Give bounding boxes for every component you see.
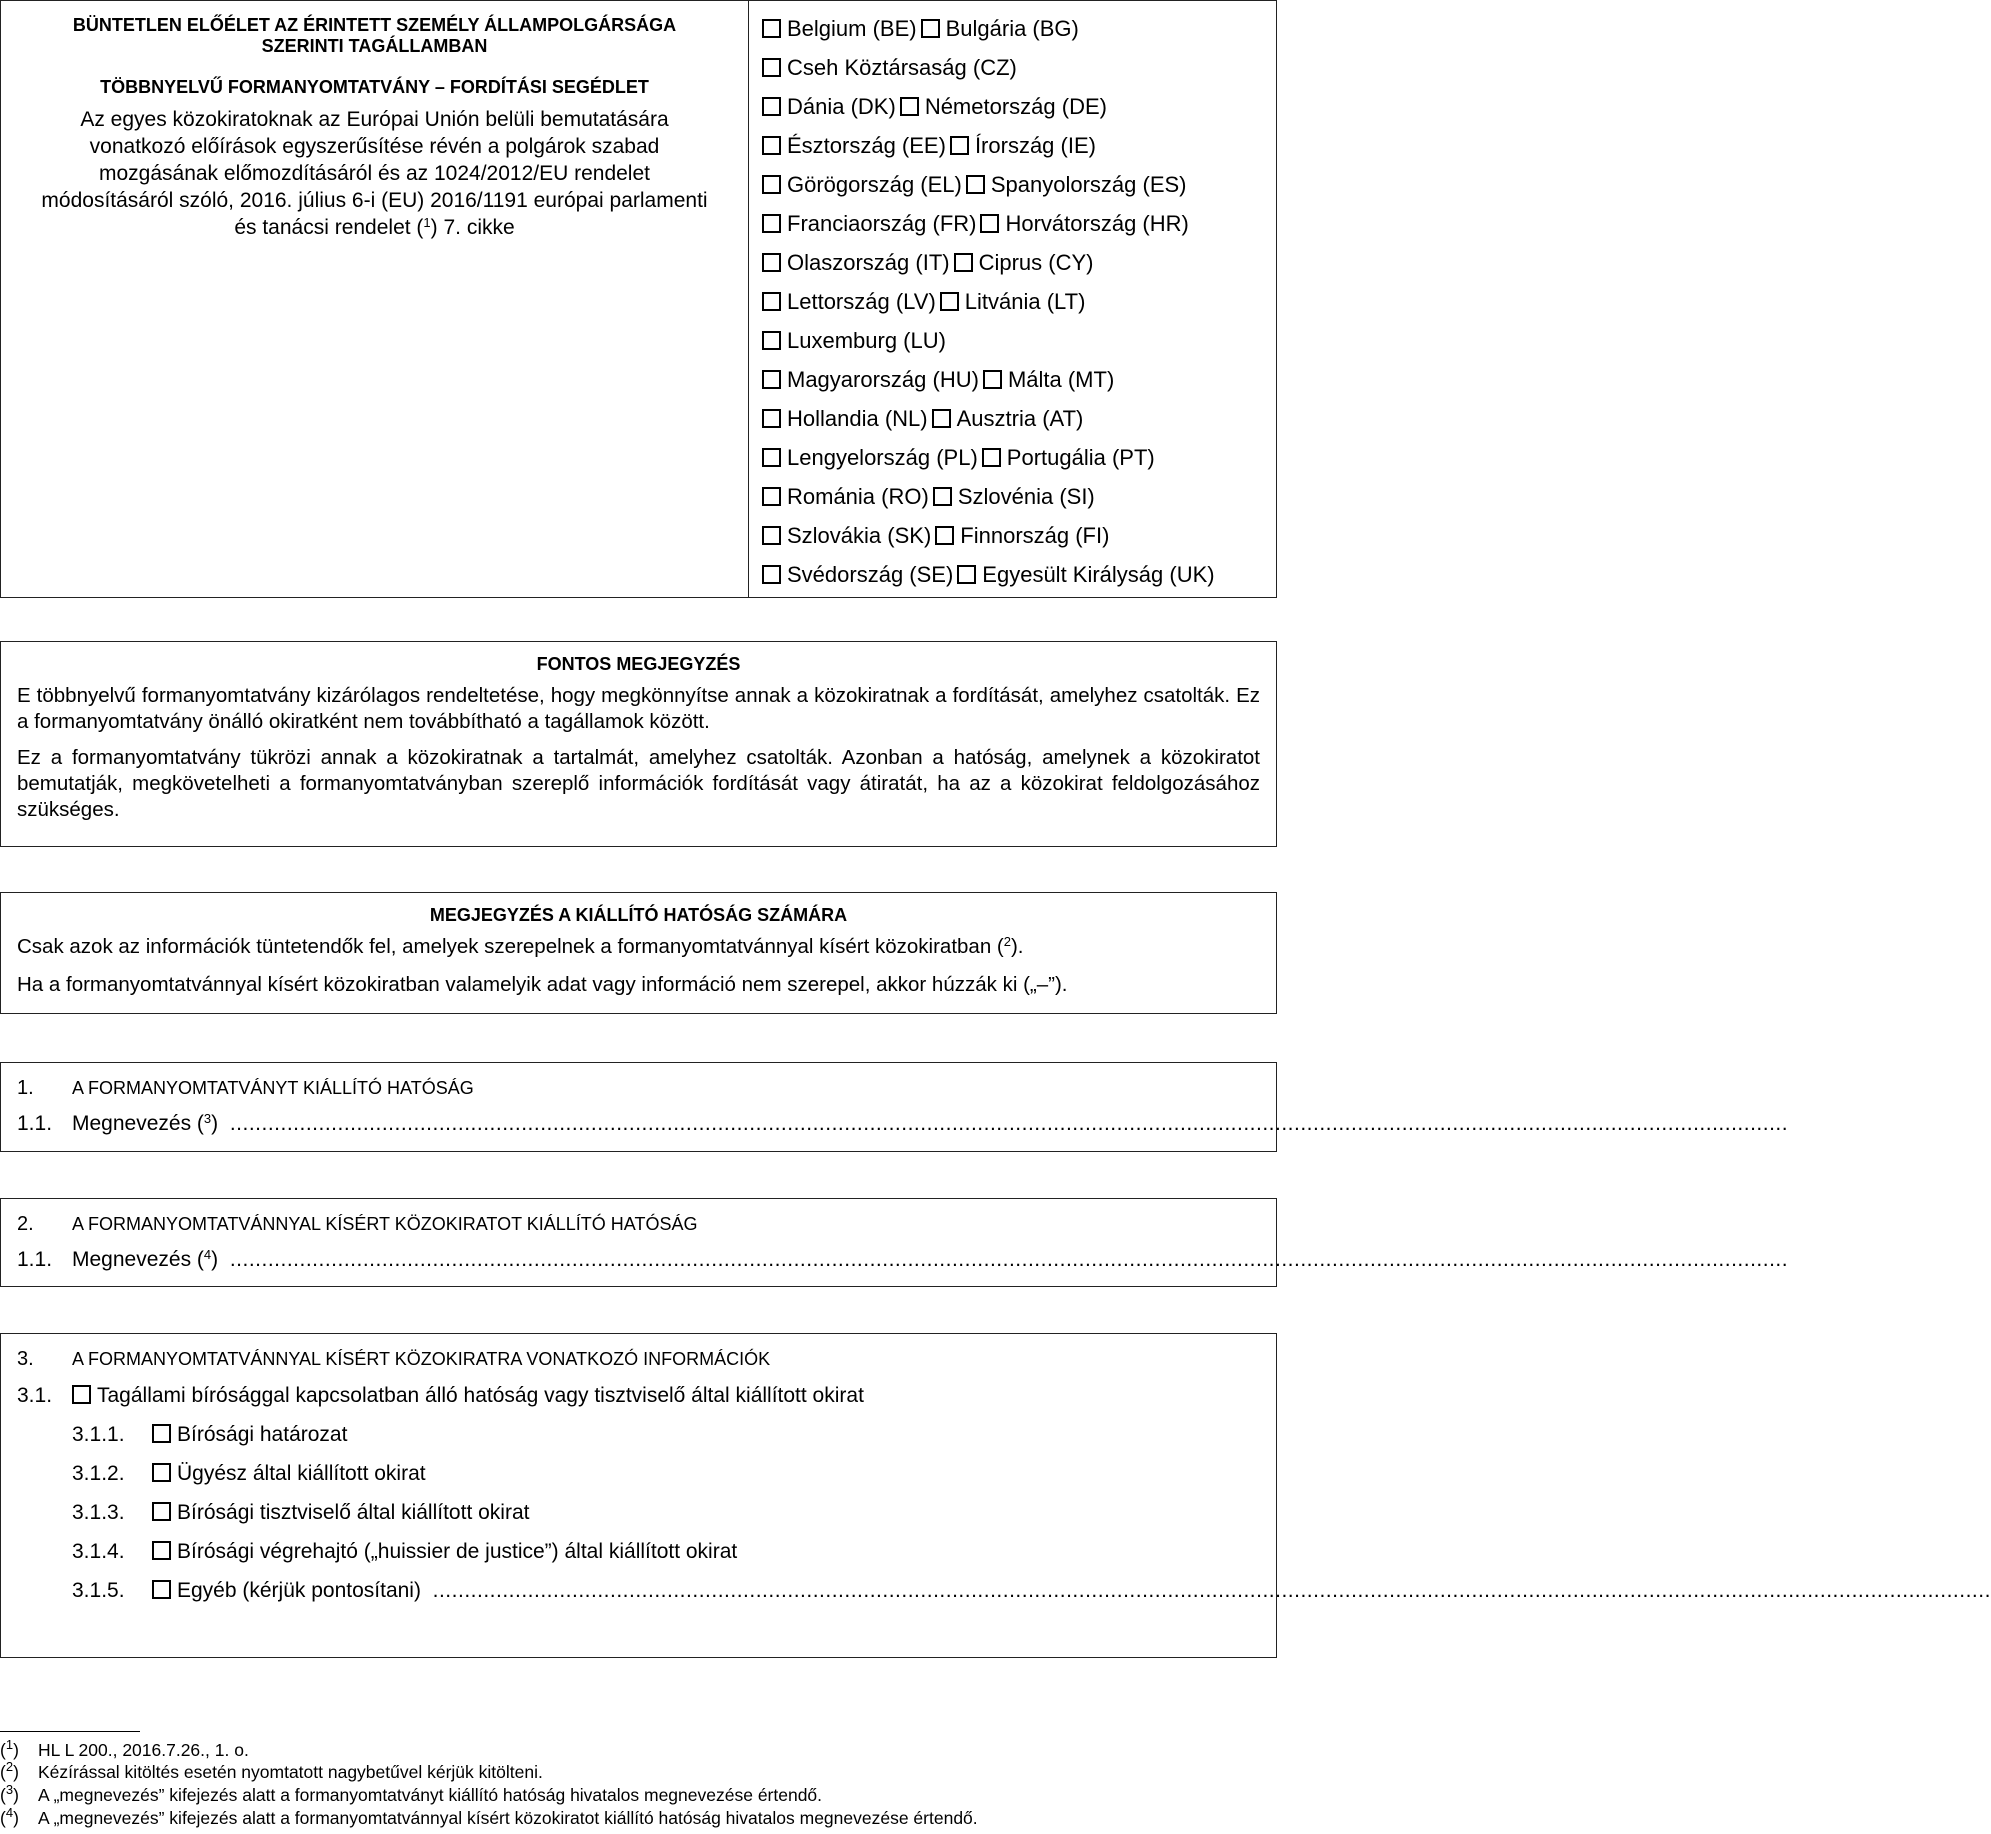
important-note-box: [0, 641, 1277, 847]
country-checkbox[interactable]: [762, 19, 781, 38]
country-label: Ciprus (CY): [978, 250, 1094, 275]
country-row: [762, 165, 1276, 204]
country-label: Spanyolország (ES): [990, 172, 1187, 197]
country-row: [762, 438, 1276, 477]
country-checkbox[interactable]: [762, 97, 781, 116]
country-label: Svédország (SE): [787, 562, 954, 587]
section-document-information: [0, 1333, 1991, 1658]
issuer-note-paragraph-1: [17, 934, 1260, 960]
country-checkbox[interactable]: [762, 58, 781, 77]
issuer-note-text-end: ).: [1010, 935, 1024, 958]
country-checkbox[interactable]: [940, 292, 959, 311]
country-checkbox[interactable]: [762, 331, 781, 350]
field-label: Megnevezés (: [72, 1248, 204, 1271]
footnote-text: A „megnevezés” kifejezés alatt a formanyomtatványt kiállító hatóság hivatalos megnevezése értendő.: [38, 1785, 823, 1805]
footnote-marker: ($^1$): [0, 1737, 19, 1760]
sub-option-row: [17, 1462, 1260, 1486]
country-row: [762, 243, 1276, 282]
footnote-ref[interactable]: 2: [1003, 934, 1011, 949]
member-state-checklist: [749, 1, 1276, 597]
footnote-ref[interactable]: 1: [423, 215, 431, 230]
country-row: [762, 9, 1276, 48]
issuer-note-box: [0, 892, 1277, 1014]
regulation-reference: [35, 106, 714, 241]
issuer-note-text: Csak azok az információk tüntetendők fel, amelyek szerepelnek a formanyomtatvánnyal kísért közokiratban (: [17, 935, 1004, 958]
country-label: Belgium (BE): [787, 16, 917, 41]
sub-option-row: [17, 1540, 1260, 1564]
important-note-paragraph-2: Ez a formanyomtatvány tükrözi annak a közokiratnak a tartalmát, amelyhez csatolták. Azonban a hatóság, amelynek a közokiratot bemutatják, megkövetelheti a formanyomtatványban szereplő információk fordítását vagy átiratát, ha az a közokirat feldolgozásához szükséges.: [17, 746, 1260, 821]
field-number: 1.1.: [17, 1248, 53, 1271]
section-number: 2.: [17, 1213, 34, 1235]
country-label: Magyarország (HU): [787, 367, 979, 392]
country-row: [762, 48, 1276, 87]
country-checkbox[interactable]: [762, 448, 781, 467]
sub-option-label: Bírósági határozat: [177, 1423, 348, 1446]
sub-option-label: Egyéb (kérjük pontosítani): [177, 1579, 421, 1602]
name-field-row[interactable]: [17, 1247, 1789, 1272]
section-heading: [17, 1348, 1260, 1371]
court-document-option: [17, 1384, 1260, 1408]
other-specify-dotted-line[interactable]: ......................................................................................................................................................................................................................................................: [432, 1579, 1991, 1602]
court-document-checkbox[interactable]: [72, 1385, 91, 1404]
country-checkbox[interactable]: [935, 526, 954, 545]
item-label: Tagállami bírósággal kapcsolatban álló hatóság vagy tisztviselő által kiállított okirat: [97, 1384, 864, 1407]
header-title-block: [1, 1, 749, 597]
footnote-number: 1: [5, 1737, 14, 1752]
footnote-number: 2: [5, 1759, 14, 1774]
country-label: Bulgária (BG): [945, 16, 1079, 41]
country-checkbox[interactable]: [762, 214, 781, 233]
country-label: Észtország (EE): [787, 133, 946, 158]
footnote-text: A „megnevezés” kifejezés alatt a formanyomtatvánnyal kísért közokiratot kiállító hatóság hivatalos megnevezése értendő.: [38, 1808, 978, 1828]
sub-option-row: [17, 1579, 1991, 1603]
section-number: 1.: [17, 1077, 34, 1099]
sub-option-checkbox[interactable]: [152, 1502, 171, 1521]
country-label: Egyesült Királyság (UK): [982, 562, 1215, 587]
country-checkbox[interactable]: [954, 253, 973, 272]
country-label: Németország (DE): [924, 94, 1107, 119]
section-number: 3.: [17, 1348, 34, 1370]
country-checkbox[interactable]: [980, 214, 999, 233]
field-number: 1.1.: [17, 1112, 53, 1135]
footnote-text: HL L 200., 2016.7.26., 1. o.: [38, 1740, 249, 1760]
country-label: Lengyelország (PL): [787, 445, 978, 470]
footnote-marker: ($^4$): [0, 1805, 19, 1828]
country-row: [762, 282, 1276, 321]
country-checkbox[interactable]: [932, 409, 951, 428]
sub-option-number: 3.1.2.: [72, 1462, 125, 1485]
country-checkbox[interactable]: [762, 565, 781, 584]
country-checkbox[interactable]: [762, 370, 781, 389]
sub-option-number: 3.1.3.: [72, 1501, 125, 1524]
sub-option-checkbox[interactable]: [152, 1463, 171, 1482]
country-row: [762, 399, 1276, 438]
footnote-marker: ($^3$): [0, 1782, 19, 1805]
country-checkbox[interactable]: [762, 526, 781, 545]
footnote: [0, 1759, 543, 1783]
country-checkbox[interactable]: [966, 175, 985, 194]
form-header: [0, 0, 1277, 598]
country-label: Írország (IE): [974, 133, 1096, 158]
country-label: Görögország (EL): [787, 172, 962, 197]
country-checkbox[interactable]: [900, 97, 919, 116]
country-checkbox[interactable]: [982, 448, 1001, 467]
country-row: [762, 87, 1276, 126]
section-title: A FORMANYOMTATVÁNYT KIÁLLÍTÓ HATÓSÁG: [72, 1078, 474, 1098]
footnote: [0, 1737, 249, 1761]
country-row: [762, 126, 1276, 165]
country-row: [762, 477, 1276, 516]
country-row: [762, 204, 1276, 243]
section-heading: [17, 1077, 1260, 1100]
country-label: Ausztria (AT): [956, 406, 1084, 431]
section-title: A FORMANYOMTATVÁNNYAL KÍSÉRT KÖZOKIRATRA VONATKOZÓ INFORMÁCIÓK: [72, 1349, 771, 1369]
sub-option-label: Bírósági végrehajtó („huissier de justice”) által kiállított okirat: [177, 1540, 738, 1563]
country-checkbox[interactable]: [762, 487, 781, 506]
sub-option-number: 3.1.5.: [72, 1579, 125, 1602]
footnote-marker: ($^2$): [0, 1759, 19, 1782]
sub-option-label: Bírósági tisztviselő által kiállított okirat: [177, 1501, 530, 1524]
field-label: Megnevezés (: [72, 1112, 204, 1135]
footnote-number: 4: [5, 1805, 14, 1820]
country-checkbox[interactable]: [762, 175, 781, 194]
section-heading: [17, 1213, 1260, 1236]
country-label: Finnország (FI): [960, 523, 1110, 548]
sub-options: [17, 1423, 1991, 1603]
sub-option-number: 3.1.4.: [72, 1540, 125, 1563]
country-checkbox[interactable]: [762, 136, 781, 155]
sub-option-checkbox[interactable]: [152, 1580, 171, 1599]
important-note-title: FONTOS MEGJEGYZÉS: [536, 654, 741, 674]
country-label: Dánia (DK): [787, 94, 896, 119]
country-row: [762, 555, 1276, 594]
country-checkbox[interactable]: [921, 19, 940, 38]
regulation-text-end: ) 7. cikke: [430, 216, 515, 239]
issuer-note-title: MEGJEGYZÉS A KIÁLLÍTÓ HATÓSÁG SZÁMÁRA: [429, 905, 848, 925]
country-label: Olaszország (IT): [787, 250, 950, 275]
footnote-number: 3: [5, 1782, 14, 1797]
section-title: A FORMANYOMTATVÁNNYAL KÍSÉRT KÖZOKIRATOT KIÁLLÍTÓ HATÓSÁG: [72, 1214, 698, 1234]
country-label: Szlovákia (SK): [787, 523, 932, 548]
country-label: Románia (RO): [787, 484, 929, 509]
country-label: Litvánia (LT): [964, 289, 1086, 314]
sub-option-row: [17, 1501, 1260, 1525]
country-label: Portugália (PT): [1006, 445, 1155, 470]
name-field-row[interactable]: [17, 1111, 1789, 1136]
footnote: [0, 1805, 978, 1829]
footnote: [0, 1782, 823, 1806]
country-checkbox[interactable]: [983, 370, 1002, 389]
footnote-text: Kézírással kitöltés esetén nyomtatott nagybetűvel kérjük kitölteni.: [38, 1762, 543, 1782]
sub-option-row: [17, 1423, 1260, 1447]
section-document-issuer: [0, 1198, 1789, 1287]
country-label: Franciaország (FR): [787, 211, 977, 236]
country-checkbox[interactable]: [762, 409, 781, 428]
country-row: [762, 516, 1276, 555]
name-field-dotted-line[interactable]: ......................................................................................................................................................................................................................................................: [229, 1112, 1789, 1135]
footnote-ref[interactable]: 3: [203, 1111, 212, 1126]
country-checkbox[interactable]: [762, 292, 781, 311]
country-label: Horvátország (HR): [1005, 211, 1189, 236]
country-checkbox[interactable]: [762, 253, 781, 272]
country-label: Cseh Köztársaság (CZ): [787, 55, 1017, 80]
important-note-paragraph-1: E többnyelvű formanyomtatvány kizárólagos rendeltetése, hogy megkönnyítse annak a közokiratnak a fordítását, amelyhez csatolták. Ez a formanyomtatvány önálló okiratként nem továbbítható a tagállamok között.: [17, 684, 1260, 733]
country-checkbox[interactable]: [957, 565, 976, 584]
country-label: Lettország (LV): [787, 289, 936, 314]
form-subtitle: TÖBBNYELVŰ FORMANYOMTATVÁNY – FORDÍTÁSI SEGÉDLET: [100, 77, 649, 97]
footnote-ref[interactable]: 4: [203, 1247, 212, 1262]
country-label: Hollandia (NL): [787, 406, 928, 431]
field-label-close: ): [211, 1112, 219, 1135]
country-checkbox[interactable]: [933, 487, 952, 506]
country-row: [762, 321, 1276, 360]
country-label: Luxemburg (LU): [787, 328, 946, 353]
sub-option-label: Ügyész által kiállított okirat: [177, 1462, 426, 1485]
country-label: Málta (MT): [1007, 367, 1115, 392]
country-row: [762, 360, 1276, 399]
country-label: Szlovénia (SI): [957, 484, 1095, 509]
footnote-divider: [0, 1731, 140, 1732]
form-title: BÜNTETLEN ELŐÉLET AZ ÉRINTETT SZEMÉLY ÁLLAMPOLGÁRSÁGA SZERINTI TAGÁLLAMBAN: [72, 15, 677, 56]
regulation-text: Az egyes közokiratoknak az Európai Unión belüli bemutatására vonatkozó előírások egyszerűsítése révén a polgárok szabad mozgásának előmozdításáról és az 1024/2012/EU rendelet módosításáról szóló, 2016. július 6-i (EU) 2016/1191 európai parlamenti és tanácsi rendelet (: [41, 108, 708, 239]
item-number: 3.1.: [17, 1384, 53, 1407]
sub-option-number: 3.1.1.: [72, 1423, 125, 1446]
section-form-issuer: [0, 1062, 1789, 1152]
sub-option-checkbox[interactable]: [152, 1541, 171, 1560]
field-label-close: ): [211, 1248, 219, 1271]
issuer-note-paragraph-2: Ha a formanyomtatvánnyal kísért közokiratban valamelyik adat vagy információ nem szerepel, akkor húzzák ki („–”).: [17, 973, 1068, 996]
country-checkbox[interactable]: [950, 136, 969, 155]
sub-option-checkbox[interactable]: [152, 1424, 171, 1443]
name-field-dotted-line[interactable]: ......................................................................................................................................................................................................................................................: [229, 1248, 1789, 1271]
